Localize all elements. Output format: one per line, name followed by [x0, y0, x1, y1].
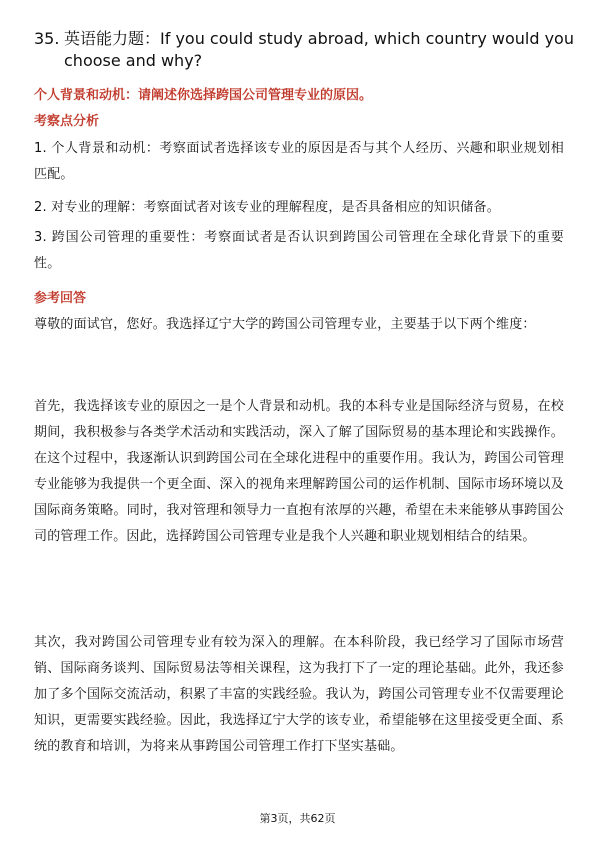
answer-paragraph-3: 其次，我对跨国公司管理专业有较为深入的理解。在本科阶段，我已经学习了国际市场营销、国际商务谈判、国际贸易法等相关课程，这为我打下了一定的理论基础。此外，我还参加了多个国际交流活动，积累了丰富的实践经验。我认为，跨国公司管理专业不仅需要理论知识，更需要实践经验。因此，我选择辽宁大学的该专业，希望能够在这里接受更全面、系统的教育和培训，为将来从事跨国公司管理工作打下坚实基础。: [34, 635, 564, 754]
answer-heading: 参考回答: [34, 291, 87, 306]
question-subtitle: 个人背景和动机：请阐述你选择跨国公司管理专业的原因。: [34, 88, 373, 103]
analysis-item-2: 2. 对专业的理解：考察面试者对该专业的理解程度，是否具备相应的知识储备。: [34, 200, 500, 215]
question-text-line2: choose and why?: [64, 51, 203, 70]
question-number: 35.: [34, 29, 60, 48]
page-footer: 第3页，共62页: [259, 812, 336, 825]
analysis-heading: 考察点分析: [34, 114, 100, 129]
question-title: [34, 28, 574, 72]
answer-paragraph-2: 首先，我选择该专业的原因之一是个人背景和动机。我的本科专业是国际经济与贸易，在校期间，我积极参与各类学术活动和实践活动，深入了解了国际贸易的基本理论和实践操作。在这个过程中，我逐渐认识到跨国公司在全球化进程中的重要作用。我认为，跨国公司管理专业能够为我提供一个更全面、深入的视角来理解跨国公司的运作机制、国际市场环境以及国际商务策略。同时，我对管理和领导力一直抱有浓厚的兴趣，希望在未来能够从事跨国公司的管理工作。因此，选择跨国公司管理专业是我个人兴趣和职业规划相结合的结果。: [34, 399, 564, 544]
analysis-item-1: 1. 个人背景和动机：考察面试者选择该专业的原因是否与其个人经历、兴趣和职业规划相匹配。: [34, 141, 564, 182]
analysis-item-3: 3. 跨国公司管理的重要性：考察面试者是否认识到跨国公司管理在全球化背景下的重要性。: [34, 230, 564, 271]
question-text-line1: 英语能力题：If you could study abroad, which country would you: [64, 29, 574, 48]
answer-paragraph-1: 尊敬的面试官，您好。我选择辽宁大学的跨国公司管理专业，主要基于以下两个维度：: [34, 317, 536, 332]
